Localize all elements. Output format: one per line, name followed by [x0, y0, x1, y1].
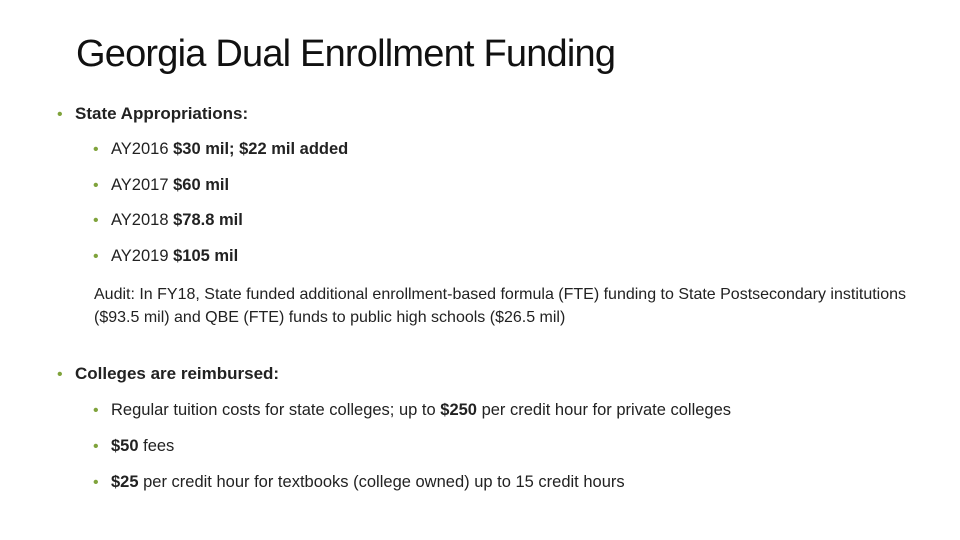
item-value: $60 mil [173, 176, 230, 194]
item-amount: $25 [111, 473, 139, 491]
item-label: AY2016 [111, 140, 169, 158]
bullet-icon: • [93, 474, 99, 491]
section-heading-colleges-reimbursed [57, 363, 279, 386]
bullet-icon: • [93, 212, 99, 229]
item-suffix: fees [138, 437, 175, 455]
item-label: AY2018 [111, 211, 169, 229]
bullet-icon: • [93, 141, 99, 158]
item-value: $30 mil; $22 mil added [173, 140, 349, 158]
item-prefix: Regular tuition costs for state colleges; up to [111, 401, 441, 419]
bullet-icon: • [57, 366, 63, 383]
item-value: $105 mil [173, 247, 239, 265]
section-heading-state-appropriations [57, 103, 248, 126]
section-heading-label: State Appropriations: [75, 104, 249, 123]
item-label: AY2017 [111, 176, 169, 194]
item-label: AY2019 [111, 247, 169, 265]
bullet-icon: • [93, 248, 99, 265]
slide-title: Georgia Dual Enrollment Funding [76, 33, 616, 75]
list-item-textbooks [93, 471, 625, 494]
bullet-icon: • [93, 438, 99, 455]
item-suffix: per credit hour for private colleges [476, 401, 732, 419]
list-item-ay2019 [93, 245, 238, 268]
item-amount: $250 [440, 401, 477, 419]
list-item-tuition [93, 399, 731, 422]
audit-note: Audit: In FY18, State funded additional enrollment-based formula (FTE) funding to State Postsecondary institutions ($93.5 mil) and QBE (FTE) funds to public high schools ($26.5 mil) [94, 286, 907, 326]
section-heading-label: Colleges are reimbursed: [75, 364, 280, 383]
bullet-icon: • [93, 402, 99, 419]
item-value: $78.8 mil [173, 211, 243, 229]
bullet-icon: • [57, 106, 63, 123]
list-item-fees [93, 435, 174, 458]
item-amount: $50 [111, 437, 139, 455]
list-item-ay2017 [93, 174, 229, 197]
bullet-icon: • [93, 177, 99, 194]
item-suffix: per credit hour for textbooks (college owned) up to 15 credit hours [138, 473, 625, 491]
list-item-ay2018 [93, 209, 243, 232]
list-item-ay2016 [93, 138, 348, 161]
